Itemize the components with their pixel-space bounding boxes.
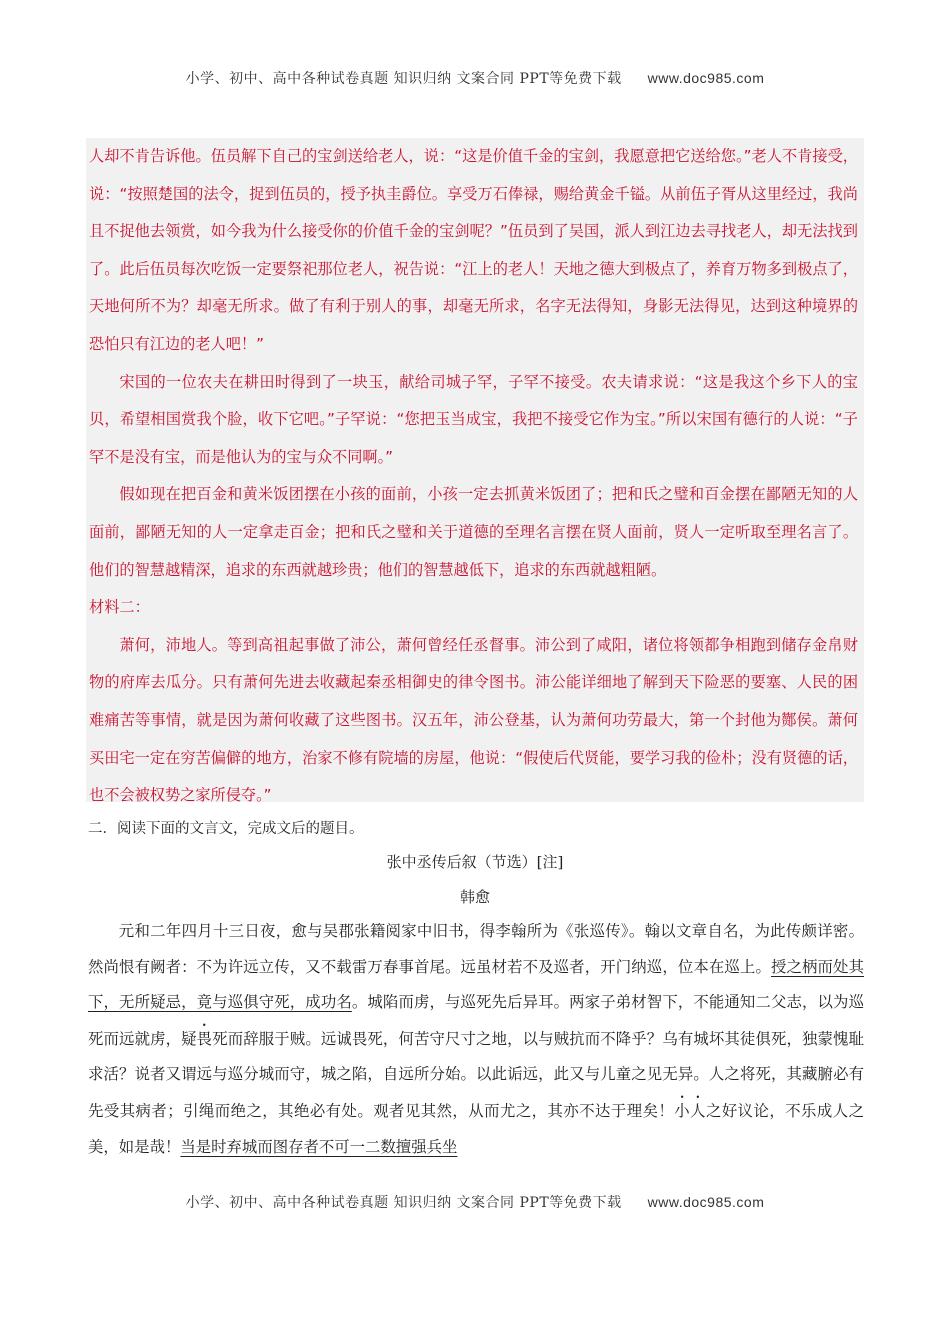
translation-paragraph-1: 人却不肯告诉他。伍员解下自己的宝剑送给老人，说：“这是价值千金的宝剑，我愿意把它送给您。”老人不肯接受，说：“按照楚国的法令，捉到伍员的，授予执圭爵位。享受万石俸禄，赐给黄金千镒。从前伍子胥从这里经过，我尚且不捉他去领赏，如今我为什么接受你的价值千金的宝剑呢？”伍员到了吴国，派人到江边去寻找老人，却无法找到了。此后伍员每次吃饭一定要祭祀那位老人，祝告说：“江上的老人！天地之德大到极点了，养育万物多到极点了，天地何所不为？却毫无所求。做了有利于别人的事，却毫无所求，名字无法得知，身影无法得见，达到这种境界的恐怕只有江边的老人吧！” — [89, 147, 858, 353]
translation-paragraph-3: 假如现在把百金和黄米饭团摆在小孩的面前，小孩一定去抓黄米饭团了；把和氏之璧和百金摆在鄙陋无知的人面前，鄙陋无知的人一定拿走百金；把和氏之璧和关于道德的至理名言摆在贤人面前，贤人一定听取至理名言了。他们的智慧越精深，追求的东西就越珍贵；他们的智慧越低下，追求的东西就越粗陋。 — [89, 485, 858, 579]
header-site-link[interactable]: www.doc985.com — [647, 70, 765, 86]
footer-text: 小学、初中、高中各种试卷真题 知识归纳 文案合同 PPT等免费下载 — [185, 1195, 622, 1211]
page-header — [0, 68, 950, 88]
passage-segment: 。城陷而虏，与巡死先后异耳。两家子弟材智下，不能通知二父志，以为巡死而远就虏，疑 — [88, 993, 864, 1048]
dotted-word-xiaoren: 小人 — [674, 1101, 706, 1120]
passage-segment: 死而辞服于贼。远诚畏死，何苦守尺寸之地，以与贼抗而不降乎？乌有城坏其徒俱死，独蒙愧耻求活？说者又谓远与巡分城而守，城之陷，自远所分始。以此诟远，此又与儿童之见无异。人之将死，其藏腑必有先受其病者；引绳而绝之，其绝必有处。观者见其然，从而尤之，其亦不达于理矣！ — [88, 1029, 864, 1120]
passage-segment: 之好议论，不乐成人之美，如是哉！ — [88, 1101, 864, 1156]
translation-block — [86, 138, 864, 805]
passage-title: 张中丞传后叙（节选）[注] — [386, 853, 564, 871]
material-two-label: 材料二： — [89, 598, 150, 617]
dotted-word-wei: 畏 — [196, 1029, 213, 1048]
question-heading: 二．阅读下面的文言文，完成文后的题目。 — [88, 821, 364, 837]
passage-segment: 元和二年四月十三日夜，愈与吴郡张籍阅家中旧书，得李翰所为《张巡传》。翰以文章自名，为此传颇详密。然尚恨有阙者：不为许远立传，又不载雷万春事首尾。远虽材若不及巡者，开门纳巡，位本在巡上。 — [88, 922, 864, 976]
underlined-sentence-2: 当是时弃城而图存者不可一二数擅强兵坐 — [180, 1137, 458, 1156]
page-footer — [0, 1192, 950, 1212]
passage-text — [88, 914, 864, 1165]
header-text: 小学、初中、高中各种试卷真题 知识归纳 文案合同 PPT等免费下载 — [185, 71, 622, 87]
translation-paragraph-4: 萧何，沛地人。等到高祖起事做了沛公，萧何曾经任丞督事。沛公到了咸阳，诸位将领都争相跑到储存金帛财物的府库去瓜分。只有萧何先进去收藏起秦丞相御史的律令图书。沛公能详细地了解到天下险恶的要塞、人民的困难痛苦等事情，就是因为萧何收藏了这些图书。汉五年，沛公登基，认为萧何功劳最大，第一个封他为酂侯。萧何买田宅一定在穷苦偏僻的地方，治家不修有院墙的房屋，他说：“假使后代贤能，要学习我的俭朴；没有贤德的话，也不会被权势之家所侵夺。” — [89, 635, 858, 805]
underlined-sentence-1: 授之柄而处其下，无所疑忌，竟与巡俱守死，成功名 — [88, 957, 864, 1012]
translation-paragraph-2: 宋国的一位农夫在耕田时得到了一块玉，献给司城子罕，子罕不接受。农夫请求说：“这是我这个乡下人的宝贝，希望相国赏我个脸，收下它吧。”子罕说：“您把玉当成宝，我把不接受它作为宝。”所以宋国有德行的人说：“子罕不是没有宝，而是他认为的宝与众不同啊。” — [89, 372, 858, 466]
footer-site-link[interactable]: www.doc985.com — [647, 1194, 765, 1210]
passage-author: 韩愈 — [459, 888, 490, 906]
